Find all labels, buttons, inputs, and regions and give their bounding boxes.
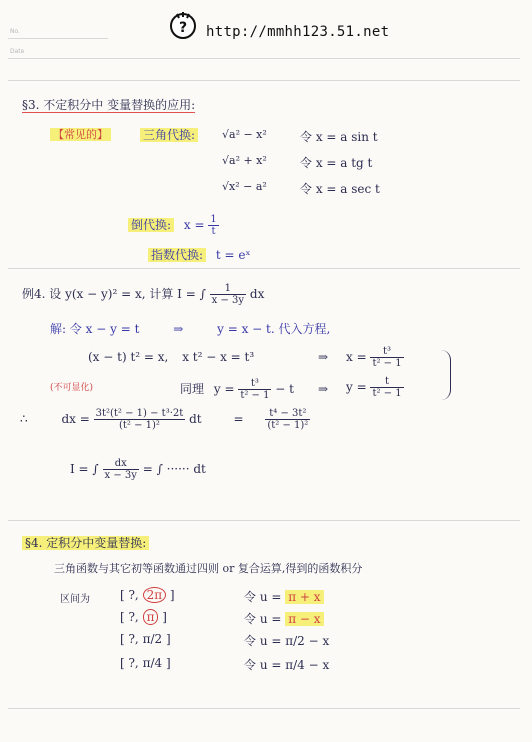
rule-line <box>8 520 520 521</box>
rule-line <box>8 80 520 81</box>
arrow-2: ⇒ <box>318 382 329 396</box>
integral-I: I = ∫ $\frac{dx}{x - 3y}$ = ∫ ······ dt <box>70 458 206 481</box>
note-not-explicit: (不可显化) <box>50 383 94 393</box>
arrow-1: ⇒ <box>318 350 329 364</box>
sub-row-1: 令 u = π + x <box>244 588 324 605</box>
x-frac: $\frac{\text{t³}}{\text{t² − 1}}$ <box>372 346 402 369</box>
dx-frac: $\frac{\text{3t²(t² − 1) − t³·2t}}{\text{(t² − 1)²}}$ <box>95 408 184 431</box>
sub-sin: 令 x = a sin t <box>300 130 378 144</box>
radical-3: √x² − a² <box>222 180 267 193</box>
sub-tg: 令 x = a tg t <box>300 156 373 170</box>
dx2-frac: $\frac{\text{t⁴ − 3t²}}{\text{(t² − 1)²}}$ <box>267 408 309 431</box>
svg-text:?: ? <box>178 20 188 36</box>
y-same: 同理 y = $\frac{\text{t³}}{\text{t² − 1}}$ − t <box>180 378 294 401</box>
date-rule <box>8 58 520 59</box>
date-label: Date <box>10 48 25 55</box>
recip-x: x = <box>183 218 205 232</box>
y-solution: y = $\frac{t}{\text{t² − 1}}$ <box>346 376 402 399</box>
interval-row-3: [ ?, π/2 ] <box>120 632 171 646</box>
reciprocal-substitution: 倒代换: x = $\frac{1}{t}$ <box>128 214 219 237</box>
title-frac: $\frac{1}{x - 3y}$ <box>211 283 245 306</box>
sub-row-3: 令 u = π/2 − x <box>244 634 330 648</box>
sub-row-2: 令 u = π − x <box>244 610 324 627</box>
sub-sec: 令 x = a sec t <box>300 182 380 196</box>
interval-label: 区间为 <box>60 594 90 605</box>
rule-line <box>8 708 520 709</box>
solution-line-1: 解: 令 x − y = t ⇒ y = x − t. 代入方程, <box>50 322 331 336</box>
y2-frac: $\frac{t}{\text{t² − 1}}$ <box>372 376 402 399</box>
section-4-desc: 三角函数与其它初等函数通过四则 or 复合运算,得到的函数积分 <box>54 562 363 575</box>
solution-line-2: (x − t) t² = x, x t² − x = t³ <box>88 350 255 364</box>
exp-sub: t = eˣ <box>215 248 251 262</box>
interval-row-1: [ ?, 2π ] <box>120 588 175 602</box>
radical-1: √a² − x² <box>222 128 267 141</box>
I-frac: $\frac{dx}{x - 3y}$ <box>104 458 137 481</box>
interval-row-2: [ ?, π ] <box>120 610 167 624</box>
rule-line <box>8 268 520 269</box>
sub-row-4: 令 u = π/4 − x <box>244 658 330 672</box>
trig-label: 三角代换: <box>140 126 198 143</box>
brace <box>440 350 451 400</box>
site-url: http://mmhh123.51.net <box>206 24 390 40</box>
section-4-title: §4. 定积分中变量替换: <box>22 534 149 551</box>
recip-frac: $\frac{1}{t}$ <box>210 214 217 237</box>
interval-row-4: [ ?, π/4 ] <box>120 656 171 670</box>
y-frac: $\frac{\text{t³}}{\text{t² − 1}}$ <box>240 378 270 401</box>
radical-2: √a² + x² <box>222 154 267 167</box>
no-rule <box>8 38 108 39</box>
no-label: No. <box>10 28 20 35</box>
exponential-substitution: 指数代换: t = eˣ <box>148 246 251 263</box>
dx-derivation: ∴ dx = $\frac{\text{3t²(t² − 1) − t³·2t}}{\text{(t² − 1)²}}$ dt = $\frac{\text{t⁴ − 3t²}}{\text{(t² − 1)²}}$ <box>20 408 309 431</box>
question-face-icon <box>168 10 198 40</box>
x-solution: x = $\frac{\text{t³}}{\text{t² − 1}}$ <box>346 346 402 369</box>
section-3-title: §3. 不定积分中 变量替换的应用: <box>22 98 196 112</box>
example-4-title: 例4. 设 y(x − y)² = x, 计算 I = ∫ $\frac{1}{x - 3y}$ dx <box>22 283 265 306</box>
common-tag: 【常见的】 <box>50 126 111 142</box>
